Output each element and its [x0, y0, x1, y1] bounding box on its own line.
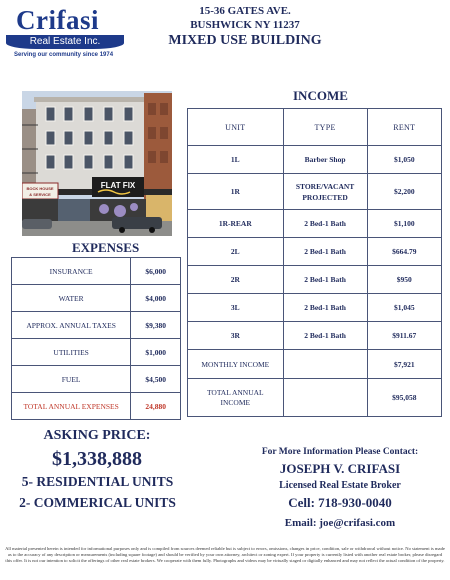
contact-email[interactable]: Email: joe@crifasi.com [284, 517, 396, 529]
total-expenses-value: 24,880 [131, 393, 181, 420]
col-header-rent: RENT [367, 109, 441, 146]
annual-income-row [188, 379, 442, 417]
svg-text:& SERVICE: & SERVICE [29, 192, 51, 197]
svg-text:FLAT FIX: FLAT FIX [100, 181, 136, 190]
rent-cell: $1,045 [367, 294, 441, 322]
svg-text:BOCK HOUSE: BOCK HOUSE [26, 186, 54, 191]
table-row [188, 174, 442, 210]
table-row [188, 294, 442, 322]
income-header-row [188, 109, 442, 146]
property-city: BUSHWICK NY 11237 [190, 19, 300, 31]
type-cell: 2 Bed-1 Bath [283, 322, 367, 350]
table-row [12, 285, 181, 312]
income-table [187, 108, 442, 417]
monthly-income-value: $7,921 [367, 350, 441, 379]
table-row [12, 339, 181, 366]
logo-brand: Crifasi [16, 5, 99, 35]
expense-label: WATER [12, 285, 131, 312]
logo-subtitle: Real Estate Inc. [6, 35, 124, 49]
unit-cell: 1R-REAR [188, 210, 284, 238]
property-address: 15-36 GATES AVE. [199, 5, 291, 17]
residential-units: 5- RESIDENTIAL UNITS [21, 474, 174, 489]
rent-cell: $911.67 [367, 322, 441, 350]
expense-value: $4,000 [131, 285, 181, 312]
building-photo [22, 91, 172, 236]
expense-label: APPROX. ANNUAL TAXES [12, 312, 131, 339]
col-header-type: TYPE [283, 109, 367, 146]
expenses-table [11, 257, 181, 420]
type-cell: 2 Bed-1 Bath [283, 238, 367, 266]
income-title: INCOME [293, 88, 348, 103]
type-cell: Barber Shop [283, 146, 367, 174]
expense-value: $4,500 [131, 366, 181, 393]
unit-cell: 1R [188, 174, 284, 210]
expense-value: $1,000 [131, 339, 181, 366]
unit-cell: 2L [188, 238, 284, 266]
listing-title: MIXED USE BUILDING [168, 33, 322, 48]
expense-label: FUEL [12, 366, 131, 393]
rent-cell: $1,050 [367, 146, 441, 174]
annual-income-value: $95,058 [367, 379, 441, 417]
company-logo [6, 6, 124, 58]
total-expenses-label: TOTAL ANNUAL EXPENSES [12, 393, 131, 420]
total-expenses-row [12, 393, 181, 420]
asking-price-label: ASKING PRICE: [43, 428, 151, 443]
expense-value: $9,380 [131, 312, 181, 339]
type-cell: 2 Bed-1 Bath [283, 266, 367, 294]
table-row [188, 238, 442, 266]
type-cell: 2 Bed-1 Bath [283, 210, 367, 238]
legal-disclaimer: All material presented herein is intended for informational purposes only and is compiled from sources deemed reliable but is subject to errors, omissions, changes in price, condition, sale or withdrawal without notice. No statement is made as to the accuracy of any description or measurements (including square footage) and should be verified by your own attorney, architect or zoning expert. If your property is currently listed with another real estate broker, please disregard this offer. It is not our intention to solicit the offerings of other real estate brokers. We cooperate with them fully. Photographs and videos may be virtually staged or digitally enhanced and may not reflect the actual condition of the property. [5, 546, 445, 563]
unit-cell: 3R [188, 322, 284, 350]
unit-cell: 3L [188, 294, 284, 322]
contact-heading: For More Information Please Contact: [261, 447, 419, 457]
expenses-title: EXPENSES [72, 240, 140, 255]
contact-role: Licensed Real Estate Broker [279, 480, 401, 491]
type-cell: 2 Bed-1 Bath [283, 294, 367, 322]
rent-cell: $950 [367, 266, 441, 294]
logo-tagline: Serving our community since 1974 [14, 52, 114, 58]
contact-name: JOSEPH V. CRIFASI [279, 461, 401, 476]
unit-cell: 1L [188, 146, 284, 174]
expense-value: $6,000 [131, 258, 181, 285]
table-row [12, 258, 181, 285]
asking-price-value: $1,338,888 [52, 448, 142, 470]
rent-cell: $664.79 [367, 238, 441, 266]
table-row [12, 366, 181, 393]
table-row [188, 266, 442, 294]
unit-cell: 2R [188, 266, 284, 294]
table-row [188, 322, 442, 350]
table-row [188, 146, 442, 174]
annual-income-blank [283, 379, 367, 417]
col-header-unit: UNIT [188, 109, 284, 146]
rent-cell: $1,100 [367, 210, 441, 238]
expense-label: INSURANCE [12, 258, 131, 285]
table-row [188, 210, 442, 238]
monthly-income-label: MONTHLY INCOME [188, 350, 284, 379]
table-row [12, 312, 181, 339]
monthly-income-blank [283, 350, 367, 379]
contact-cell[interactable]: Cell: 718-930-0040 [288, 495, 392, 510]
commercial-units: 2- COMMERICAL UNITS [19, 495, 176, 510]
annual-income-label: TOTAL ANNUAL INCOME [188, 379, 284, 417]
expense-label: UTILITIES [12, 339, 131, 366]
rent-cell: $2,200 [367, 174, 441, 210]
monthly-income-row [188, 350, 442, 379]
type-cell: STORE/VACANT PROJECTED [283, 174, 367, 210]
